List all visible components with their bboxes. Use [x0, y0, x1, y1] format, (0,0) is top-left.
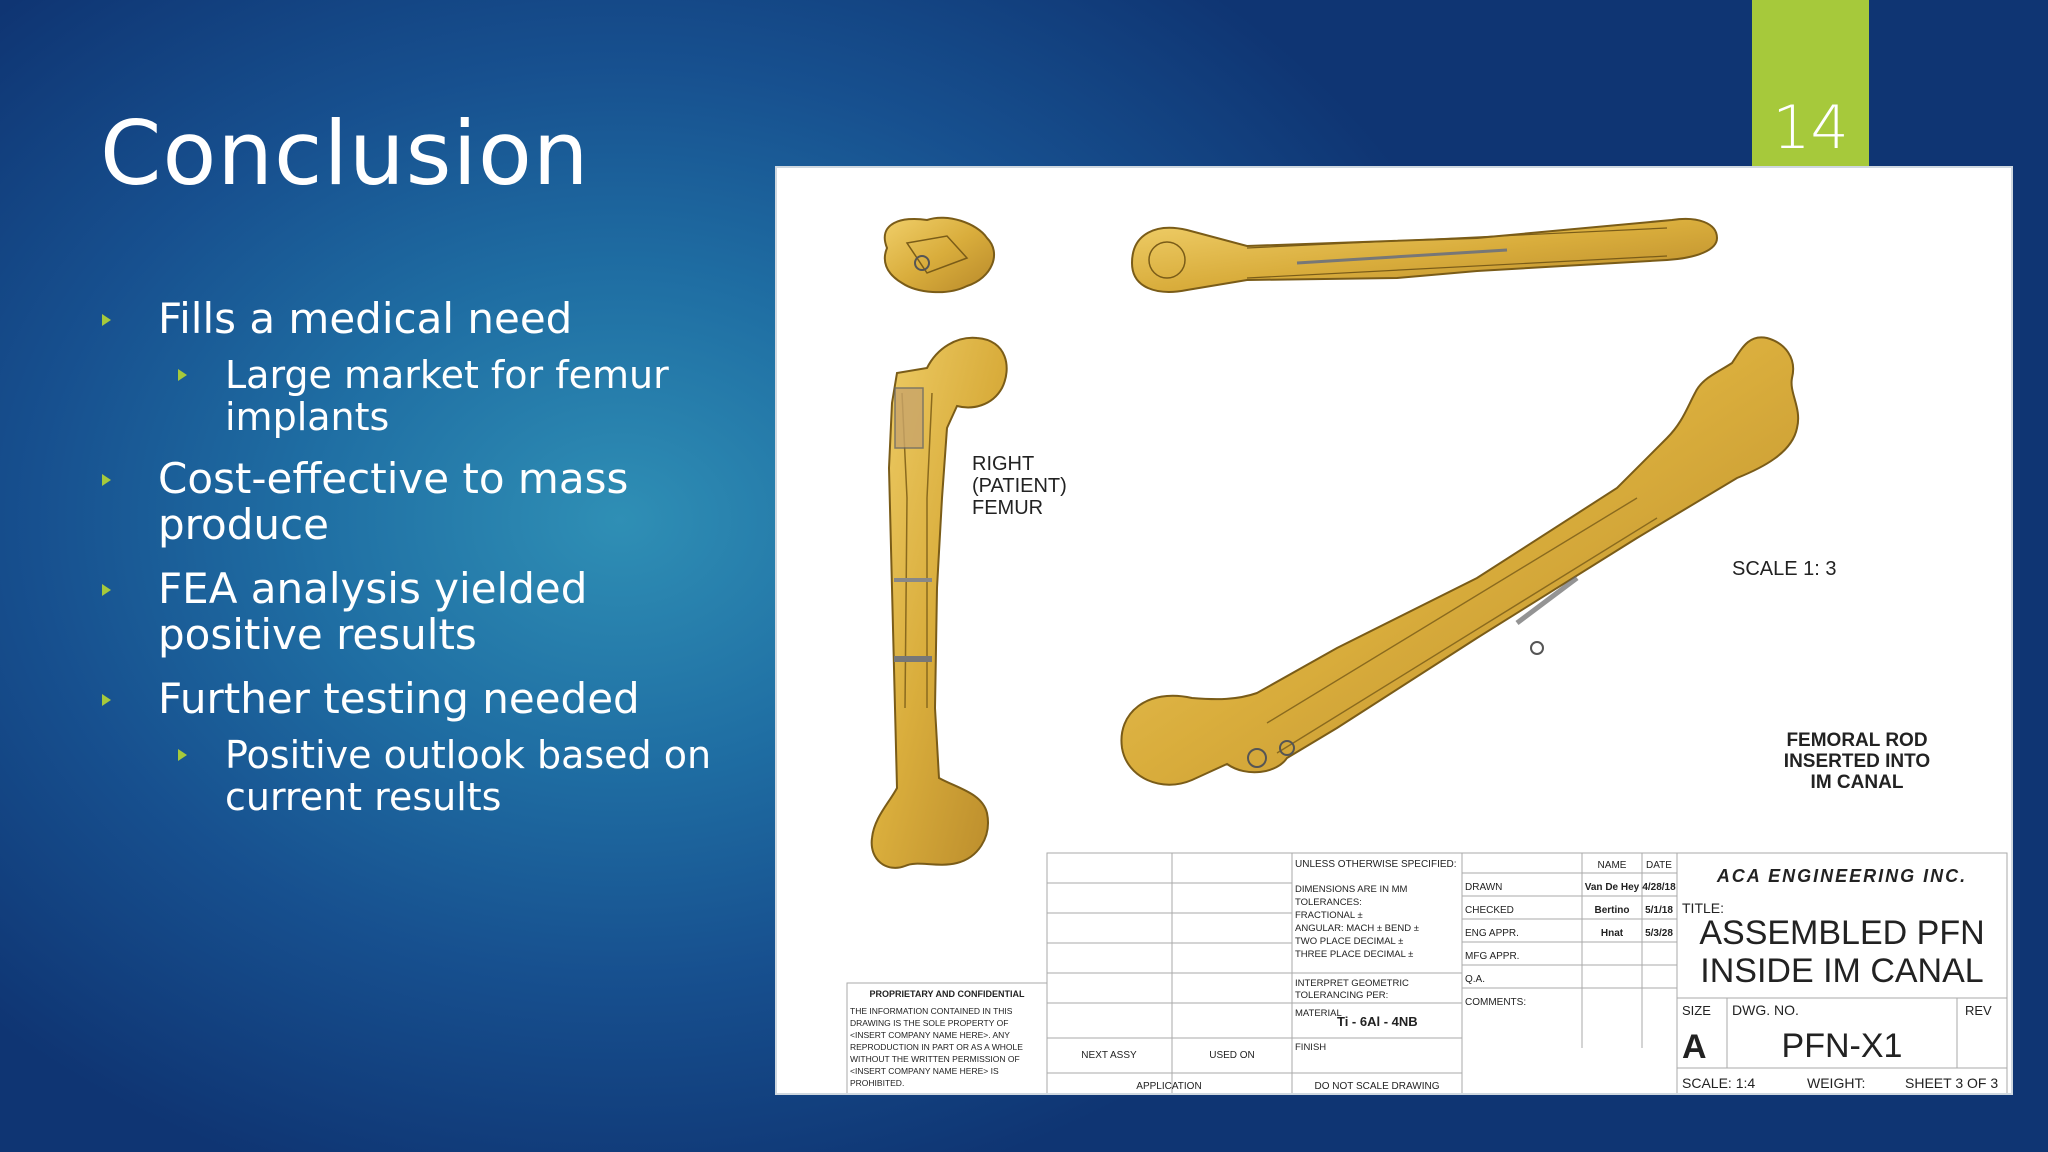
engineering-drawing	[775, 166, 2013, 1095]
bullet-text: Cost-effective to mass produce	[158, 454, 629, 549]
proprietary-line: REPRODUCTION IN PART OR AS A WHOLE	[850, 1042, 1023, 1052]
sub-bullet-text: Large market for femur implants	[225, 353, 669, 439]
approval-role: Q.A.	[1465, 974, 1486, 985]
date-header: DATE	[1646, 860, 1672, 871]
proprietary-line: <INSERT COMPANY NAME HERE>. ANY	[850, 1030, 1010, 1040]
interpret-line: TOLERANCING PER:	[1295, 990, 1389, 1001]
rod-label-line: INSERTED INTO	[1783, 751, 1931, 772]
material-label: MATERIAL	[1295, 1008, 1342, 1019]
bullet-text: Fills a medical need	[158, 294, 573, 343]
bullet-arrow-icon	[178, 749, 187, 761]
femur-isometric-view-illustration	[1121, 337, 1798, 784]
company-name: ACA ENGINEERING INC.	[1716, 866, 1968, 886]
approval-role: MFG APPR.	[1465, 951, 1520, 962]
name-header: NAME	[1597, 860, 1627, 871]
femur-front-view-illustration	[872, 338, 1007, 868]
drawing-title-line: ASSEMBLED PFN	[1699, 914, 1985, 952]
bullet-text: FEA analysis yielded positive results	[158, 564, 588, 659]
size-label: SIZE	[1682, 1003, 1711, 1018]
bullet-arrow-icon	[102, 474, 111, 486]
approval-role: DRAWN	[1465, 882, 1503, 893]
proprietary-line: PROHIBITED.	[850, 1078, 905, 1088]
material-value: Ti - 6Al - 4NB	[1337, 1014, 1418, 1029]
femur-top-view-illustration	[1132, 219, 1717, 292]
bullet-item	[100, 296, 760, 342]
rod-label-line: IM CANAL	[1810, 772, 1904, 793]
sub-bullet-item	[100, 734, 760, 818]
bullet-arrow-icon	[102, 314, 111, 326]
sub-bullet-text: Positive outlook based on current results	[225, 733, 712, 819]
scale-label: SCALE 1: 3	[1732, 558, 1837, 580]
slide-title: Conclusion	[100, 102, 590, 205]
tolerance-line: FRACTIONAL ±	[1295, 910, 1363, 921]
drawing-title-line: INSIDE IM CANAL	[1700, 952, 1984, 990]
approval-role: CHECKED	[1465, 905, 1514, 916]
no-scale-label: DO NOT SCALE DRAWING	[1314, 1081, 1440, 1092]
approval-date: 5/3/28	[1645, 928, 1673, 939]
femur-end-view-illustration	[885, 218, 994, 292]
dwg-no-value: PFN-X1	[1781, 1027, 1903, 1065]
approval-name: Hnat	[1600, 928, 1624, 939]
proprietary-line: DRAWING IS THE SOLE PROPERTY OF	[850, 1018, 1009, 1028]
proprietary-line: <INSERT COMPANY NAME HERE> IS	[850, 1066, 999, 1076]
tolerance-line: TWO PLACE DECIMAL ±	[1295, 936, 1404, 947]
tolerance-line: DIMENSIONS ARE IN MM	[1295, 884, 1408, 895]
approval-date: 4/28/18	[1642, 882, 1676, 893]
rod-label-line: FEMORAL ROD	[1786, 730, 1928, 751]
bullet-arrow-icon	[102, 694, 111, 706]
femur-label-line: FEMUR	[972, 497, 1044, 519]
approval-name: Bertino	[1594, 905, 1630, 916]
tolerance-line: THREE PLACE DECIMAL ±	[1295, 949, 1414, 960]
weight-label: WEIGHT:	[1807, 1075, 1866, 1091]
sub-bullet-item	[100, 354, 760, 438]
size-value: A	[1682, 1028, 1707, 1066]
rev-label: REV	[1965, 1003, 1992, 1018]
title-label: TITLE:	[1682, 900, 1725, 916]
bullet-item	[100, 456, 760, 548]
interpret-line: INTERPRET GEOMETRIC	[1295, 978, 1409, 989]
bullet-text: Further testing needed	[158, 674, 640, 723]
application-label: APPLICATION	[1136, 1081, 1202, 1092]
proprietary-line: THE INFORMATION CONTAINED IN THIS	[850, 1006, 1013, 1016]
femur-label-line: (PATIENT)	[972, 475, 1067, 497]
approval-role: COMMENTS:	[1465, 997, 1527, 1008]
bullet-item	[100, 566, 760, 658]
used-on-label: USED ON	[1209, 1050, 1255, 1061]
approval-role: ENG APPR.	[1465, 928, 1519, 939]
finish-label: FINISH	[1295, 1042, 1327, 1053]
femur-label-line: RIGHT	[972, 453, 1035, 475]
proprietary-line: WITHOUT THE WRITTEN PERMISSION OF	[850, 1054, 1020, 1064]
drawing-scale: SCALE: 1:4	[1682, 1075, 1756, 1091]
slide-number: 14	[1772, 93, 1849, 163]
tolerance-line: TOLERANCES:	[1295, 897, 1362, 908]
approval-date: 5/1/18	[1645, 905, 1673, 916]
approval-name: Van De Hey	[1584, 882, 1640, 893]
bullet-arrow-icon	[178, 369, 187, 381]
bullet-item	[100, 676, 760, 722]
unless-specified: UNLESS OTHERWISE SPECIFIED:	[1295, 859, 1457, 870]
next-assy-label: NEXT ASSY	[1081, 1050, 1137, 1061]
dwg-no-label: DWG. NO.	[1732, 1002, 1799, 1018]
bullet-list	[100, 278, 760, 818]
bullet-arrow-icon	[102, 584, 111, 596]
drawing-canvas	[777, 168, 2013, 1095]
sheet-label: SHEET 3 OF 3	[1905, 1075, 1999, 1091]
proprietary-title: PROPRIETARY AND CONFIDENTIAL	[869, 989, 1025, 999]
tolerance-line: ANGULAR: MACH ± BEND ±	[1295, 923, 1419, 934]
